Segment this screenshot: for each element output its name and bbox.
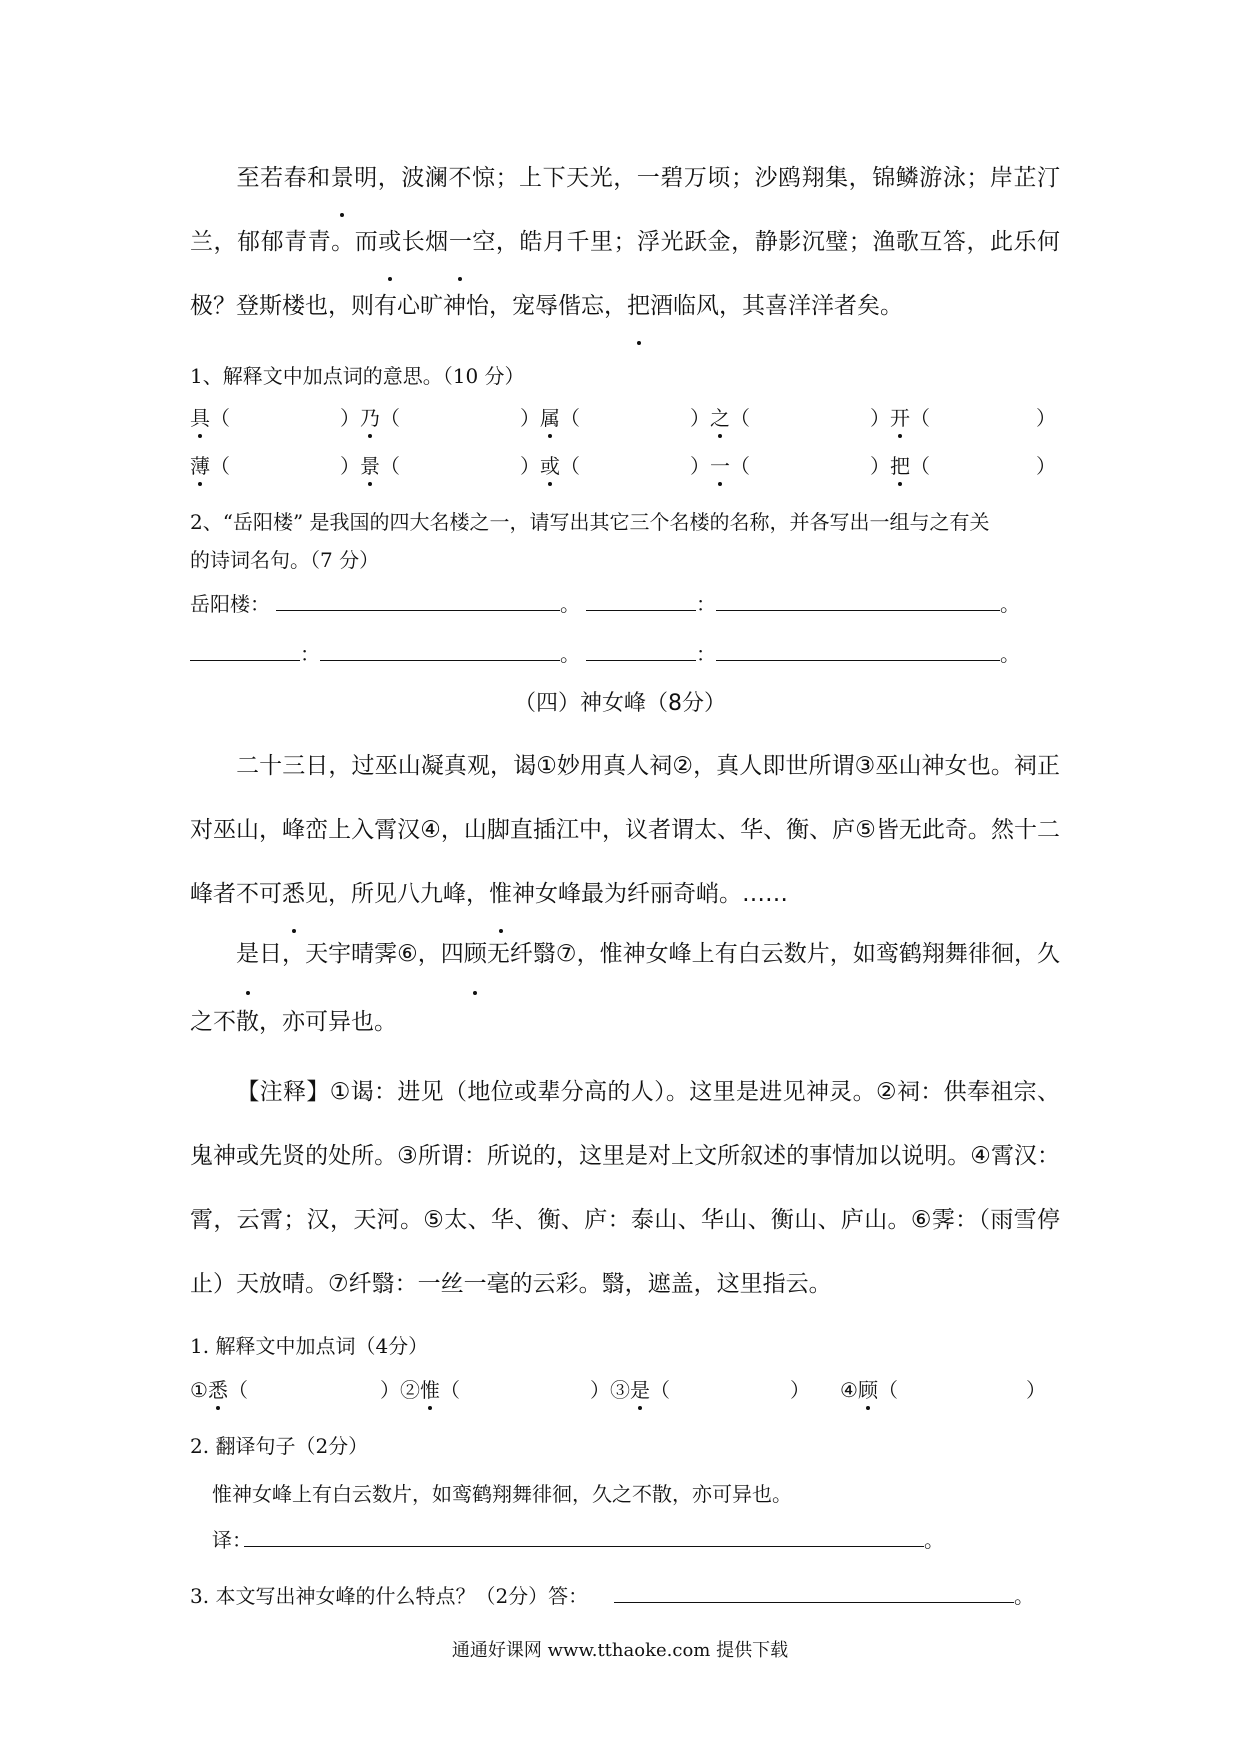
dotted-word: 顾 [464, 920, 487, 988]
sub-question-1-prompt: 1. 解释文中加点词（4分） [190, 1334, 429, 1358]
question-1-prompt: 1、解释文中加点词的意思。（10 分） [190, 364, 525, 388]
yueyanglou-label: 岳阳楼： [190, 592, 270, 616]
sub-question-1-row: ①悉（ ）②惟（ ）③是（ ） ④顾（ ） [190, 1374, 1060, 1404]
dotted-word: 惟 [489, 862, 512, 926]
dotted-word: 景 [331, 146, 354, 210]
dotted-word: 或 [378, 210, 401, 274]
answer-blank[interactable] [276, 588, 560, 611]
answer-blank[interactable] [190, 638, 300, 661]
question-2-answer-row-2: ： 。 ： 。 [190, 638, 1060, 668]
dotted-word: 把 [890, 450, 910, 479]
sub-question-2-prompt: 2. 翻译句子（2分） [190, 1434, 369, 1458]
dotted-word: 一 [710, 450, 730, 479]
dotted-word: 之 [710, 402, 730, 431]
dotted-word: 惟 [420, 1374, 440, 1403]
dotted-word: 悉 [282, 862, 305, 926]
answer-blank[interactable] [716, 588, 1000, 611]
answer-blank[interactable] [586, 638, 696, 661]
dotted-word: 或 [540, 450, 560, 479]
dotted-word: 景 [360, 450, 380, 479]
sub-question-3-prompt: 3. 本文写出神女峰的什么特点？（2分）答： [190, 1584, 589, 1608]
sub-question-3: 3. 本文写出神女峰的什么特点？（2分）答： 。 [190, 1580, 1060, 1610]
passage-shennvfeng-p1: 二十三日，过巫山凝真观，谒①妙用真人祠②，真人即世所谓③巫山神女也。祠正对巫山，峰峦上入霄汉④，山脚直插江中，议者谓太、华、衡、庐⑤皆无此奇。然十二峰者不可悉见，所见八九峰，惟神女峰最为纤丽奇峭。…… [190, 734, 1060, 926]
question-1-row-2: 薄（ ）景（ ）或（ ）一（ ）把（ ） [190, 450, 1060, 480]
annotations-label: 【注释】 [236, 1079, 330, 1105]
dotted-word: 属 [540, 402, 560, 431]
answer-blank[interactable] [320, 638, 560, 661]
question-2-prompt-line-1: 2、“岳阳楼” 是我国的四大名楼之一，请写出其它三个名楼的名称，并各写出一组与之有关 [190, 510, 990, 534]
dotted-word: 乃 [360, 402, 380, 431]
dotted-word: 顾 [858, 1374, 878, 1403]
passage-shennvfeng-p2: 是日，天宇晴霁⑥，四顾无纤翳⑦，惟神女峰上有白云数片，如鸾鹤翔舞徘徊，久之不散，亦可异也。 [190, 920, 1060, 1056]
answer-blank[interactable] [716, 638, 1000, 661]
question-1-row-1: 具（ ）乃（ ）属（ ）之（ ）开（ ） [190, 402, 1060, 432]
annotations: 【注释】①谒：进见（地位或辈分高的人）。这里是进见神灵。②祠：供奉祖宗、鬼神或先贤的处所。③所谓：所说的，这里是对上文所叙述的事情加以说明。④霄汉：霄，云霄；汉，天河。⑤太、华、衡、庐：泰山、华山、衡山、庐山。⑥霁：（雨雪停止）天放晴。⑦纤翳：一丝一毫的云彩。翳，遮盖，这里指云。 [190, 1079, 1060, 1297]
dotted-word: 是 [630, 1374, 650, 1403]
dotted-word: 一 [449, 210, 472, 274]
passage-yueyanglou: 至若春和景明，波澜不惊；上下天光，一碧万顷；沙鸥翔集，锦鳞游泳；岸芷汀兰，郁郁青青。而或长烟一空，皓月千里；浮光跃金，静影沉璧；渔歌互答，此乐何极？登斯楼也，则有心旷神怡，宠辱偕忘，把酒临风，其喜洋洋者矣。 [190, 146, 1060, 338]
translation-blank[interactable] [244, 1524, 924, 1547]
question-2-answer-row-1: 岳阳楼： 。 ： 。 [190, 588, 1060, 618]
dotted-word: 开 [890, 402, 910, 431]
answer-blank[interactable] [586, 588, 696, 611]
section-4-heading: （四）神女峰（8分） [514, 691, 726, 716]
answer-blank[interactable] [614, 1580, 1014, 1603]
dotted-word: 把 [627, 274, 650, 338]
dotted-word: 薄 [190, 450, 210, 479]
dotted-word: 是 [236, 920, 259, 988]
footer-source: 通通好课网 www.tthaoke.com 提供下载 [451, 1640, 789, 1661]
dotted-word: 悉 [208, 1374, 228, 1403]
dotted-word: 具 [190, 402, 210, 431]
sub-question-2-answer: 译： 。 [212, 1524, 972, 1554]
question-2-prompt-line-2: 的诗词名句。（7 分） [190, 548, 380, 572]
sub-question-2-sentence: 惟神女峰上有白云数片，如鸾鹤翔舞徘徊，久之不散，亦可异也。 [212, 1482, 792, 1506]
